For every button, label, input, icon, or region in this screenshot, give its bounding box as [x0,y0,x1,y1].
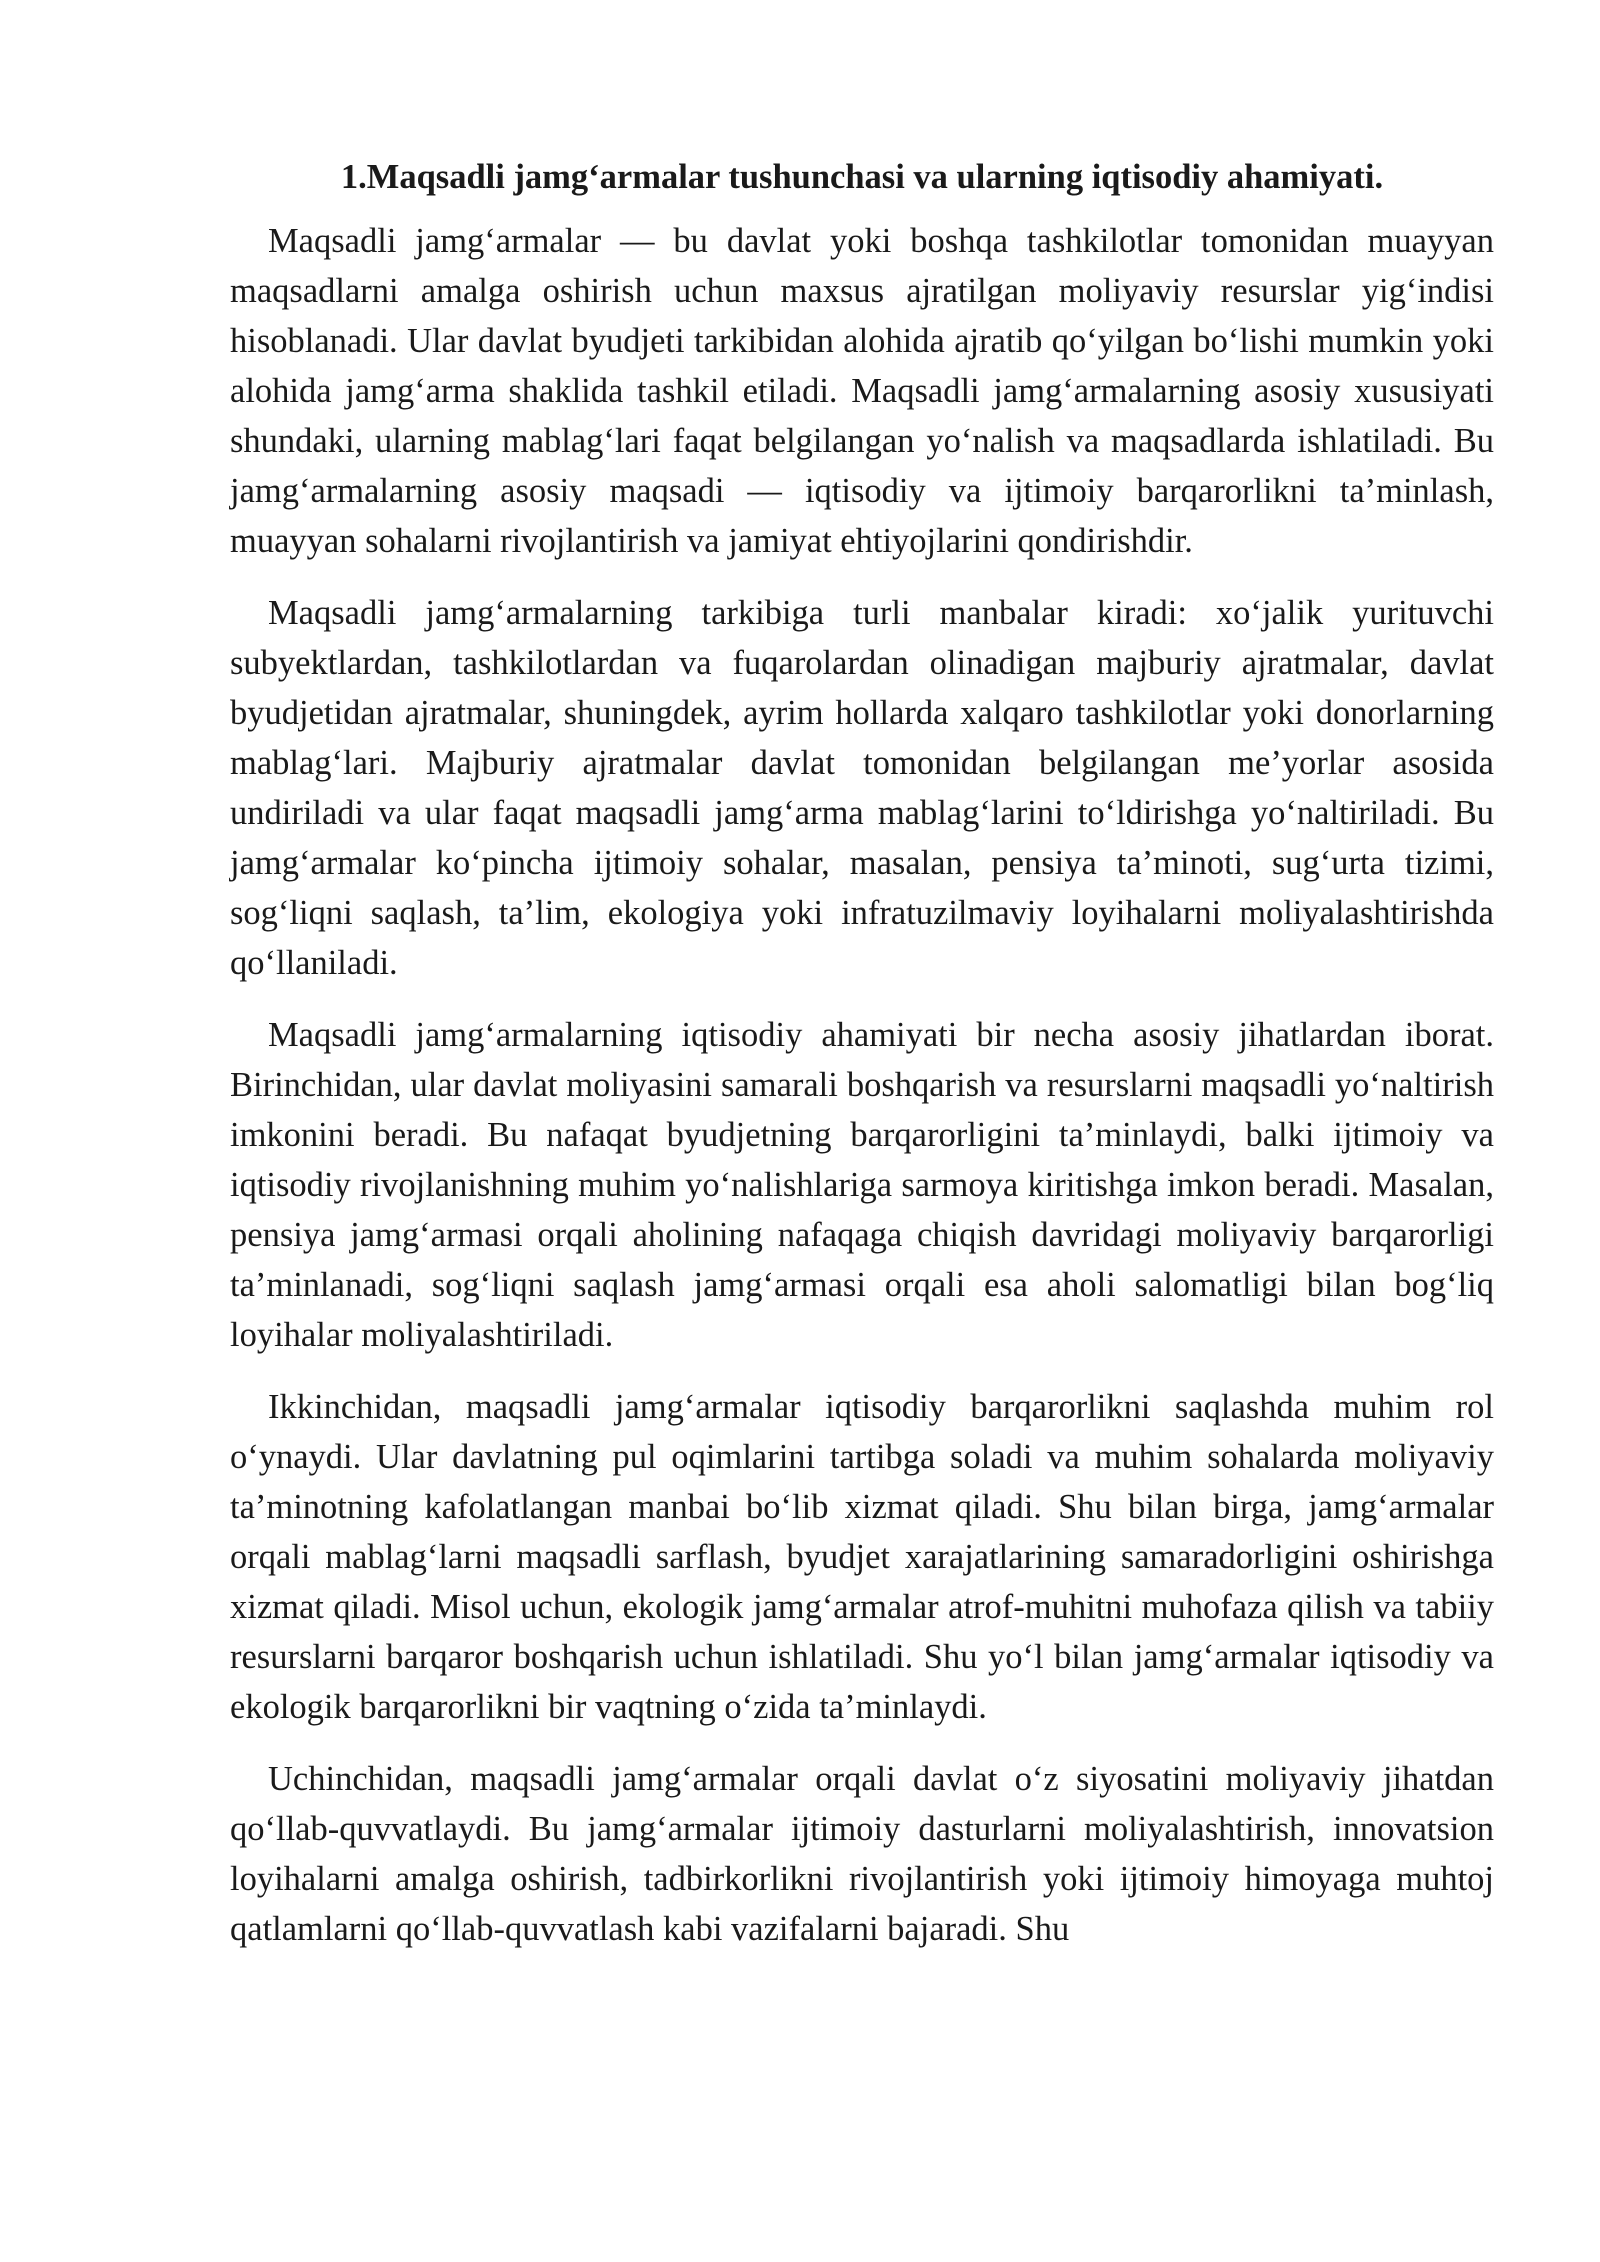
paragraph-4: Ikkinchidan, maqsadli jamg‘armalar iqtisodiy barqarorlikni saqlashda muhim rol o‘ynaydi. Ular davlatning pul oqimlarini tartibga soladi va muhim sohalarda moliyaviy ta’minotning kafolatlangan manbai bo‘lib xizmat qiladi. Shu bilan birga, jamg‘armalar orqali mablag‘larni maqsadli sarflash, byudjet xarajatlarining samaradorligini oshirishga xizmat qiladi. Misol uchun, ekologik jamg‘armalar atrof-muhitni muhofaza qilish va tabiiy resurslarni barqaror boshqarish uchun ishlatiladi. Shu yo‘l bilan jamg‘armalar iqtisodiy va ekologik barqarorlikni bir vaqtning o‘zida ta’minlaydi. [230,1388,1494,1726]
paragraph-5: Uchinchidan, maqsadli jamg‘armalar orqali davlat o‘z siyosatini moliyaviy jihatdan qo‘llab-quvvatlaydi. Bu jamg‘armalar ijtimoiy dasturlarni moliyalashtirish, innovatsion loyihalarni amalga oshirish, tadbirkorlikni rivojlantirish yoki ijtimoiy himoyaga muhtoj qatlamlarni qo‘llab-quvvatlash kabi vazifalarni bajaradi. Shu [230,1760,1494,1948]
paragraph-2: Maqsadli jamg‘armalarning tarkibiga turli manbalar kiradi: xo‘jalik yurituvchi subyektlardan, tashkilotlardan va fuqarolardan olinadigan majburiy ajratmalar, davlat byudjetidan ajratmalar, shuningdek, ayrim hollarda xalqaro tashkilotlar yoki donorlarning mablag‘lari. Majburiy ajratmalar davlat tomonidan belgilangan me’yorlar asosida undiriladi va ular faqat maqsadli jamg‘arma mablag‘larini to‘ldirishga yo‘naltiriladi. Bu jamg‘armalar ko‘pincha ijtimoiy sohalar, masalan, pensiya ta’minoti, sug‘urta tizimi, sog‘liqni saqlash, ta’lim, ekologiya yoki infratuzilmaviy loyihalarni moliyalashtirishda qo‘llaniladi. [230,594,1494,982]
document-page [230,152,1494,1976]
paragraph-1: Maqsadli jamg‘armalar — bu davlat yoki boshqa tashkilotlar tomonidan muayyan maqsadlarni amalga oshirish uchun maxsus ajratilgan moliyaviy resurslar yig‘indisi hisoblanadi. Ular davlat byudjeti tarkibidan alohida ajratib qo‘yilgan bo‘lishi mumkin yoki alohida jamg‘arma shaklida tashkil etiladi. Maqsadli jamg‘armalarning asosiy xususiyati shundaki, ularning mablag‘lari faqat belgilangan yo‘nalish va maqsadlarda ishlatiladi. Bu jamg‘armalarning asosiy maqsadi — iqtisodiy va ijtimoiy barqarorlikni ta’minlash, muayyan sohalarni rivojlantirish va jamiyat ehtiyojlarini qondirishdir. [230,222,1494,560]
paragraph-3: Maqsadli jamg‘armalarning iqtisodiy ahamiyati bir necha asosiy jihatlardan iborat. Birinchidan, ular davlat moliyasini samarali boshqarish va resurslarni maqsadli yo‘naltirish imkonini beradi. Bu nafaqat byudjetning barqarorligini ta’minlaydi, balki ijtimoiy va iqtisodiy rivojlanishning muhim yo‘nalishlariga sarmoya kiritishga imkon beradi. Masalan, pensiya jamg‘armasi orqali aholining nafaqaga chiqish davridagi moliyaviy barqarorligi ta’minlanadi, sog‘liqni saqlash jamg‘armasi orqali esa aholi salomatligi bilan bog‘liq loyihalar moliyalashtiriladi. [230,1016,1494,1354]
document-title: 1.Maqsadli jamg‘armalar tushunchasi va ularning iqtisodiy ahamiyati. [340,158,1384,196]
